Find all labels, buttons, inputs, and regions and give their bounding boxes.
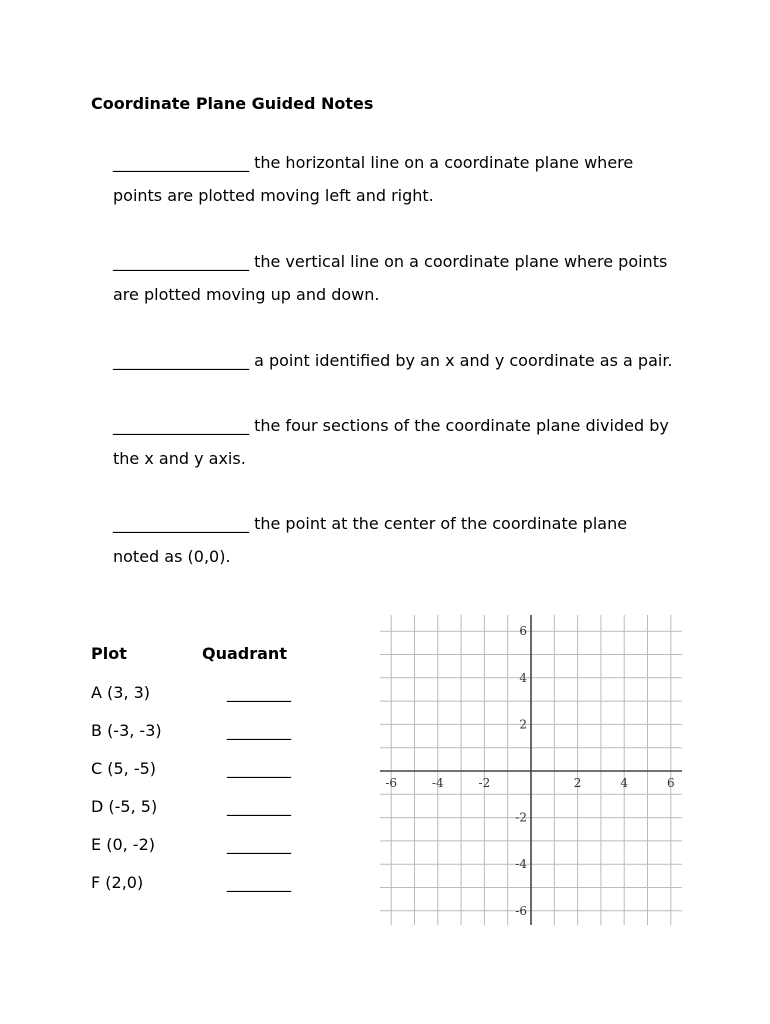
x-tick-label: 2 [573,776,582,790]
page-title: Coordinate Plane Guided Notes [91,94,374,113]
y-tick-label: 6 [519,624,527,639]
x-tick-label: -4 [431,776,444,790]
y-tick-label: -4 [515,857,527,872]
plot-point-label: F (2,0) [91,873,144,892]
definition-line: _________________ the horizontal line on a coordinate plane where [113,153,634,172]
definition-line: noted as (0,0). [113,547,231,566]
y-tick-label: -2 [515,810,527,825]
plot-header: Plot [91,644,127,663]
definition-line: the x and y axis. [113,449,246,468]
plot-point-label: E (0, -2) [91,835,155,854]
definition-line: _________________ a point identified by an x and y coordinate as a pair. [113,351,673,370]
quadrant-header: Quadrant [202,644,287,663]
quadrant-blank: ________ [227,721,291,740]
quadrant-blank: ________ [227,835,291,854]
x-tick-label: 6 [666,776,675,790]
quadrant-blank: ________ [227,759,291,778]
x-tick-label: 4 [620,776,629,790]
quadrant-blank: ________ [227,683,291,702]
quadrant-blank: ________ [227,797,291,816]
y-tick-label: -6 [515,903,527,918]
definition-line: _________________ the point at the center of the coordinate plane [113,514,628,533]
y-tick-label: 4 [519,670,527,685]
quadrant-blank: ________ [227,873,291,892]
plot-point-label: D (-5, 5) [91,797,158,816]
definition-line: _________________ the four sections of the coordinate plane divided by [113,416,669,435]
x-tick-label: -2 [478,776,491,790]
definition-line: _________________ the vertical line on a coordinate plane where points [113,252,668,271]
definition-line: are plotted moving up and down. [113,285,380,304]
plot-point-label: A (3, 3) [91,683,151,702]
plot-point-label: B (-3, -3) [91,721,162,740]
definition-line: points are plotted moving left and right. [113,186,434,205]
plot-point-label: C (5, -5) [91,759,157,778]
y-tick-label: 2 [519,717,527,732]
x-tick-label: -6 [385,776,398,790]
